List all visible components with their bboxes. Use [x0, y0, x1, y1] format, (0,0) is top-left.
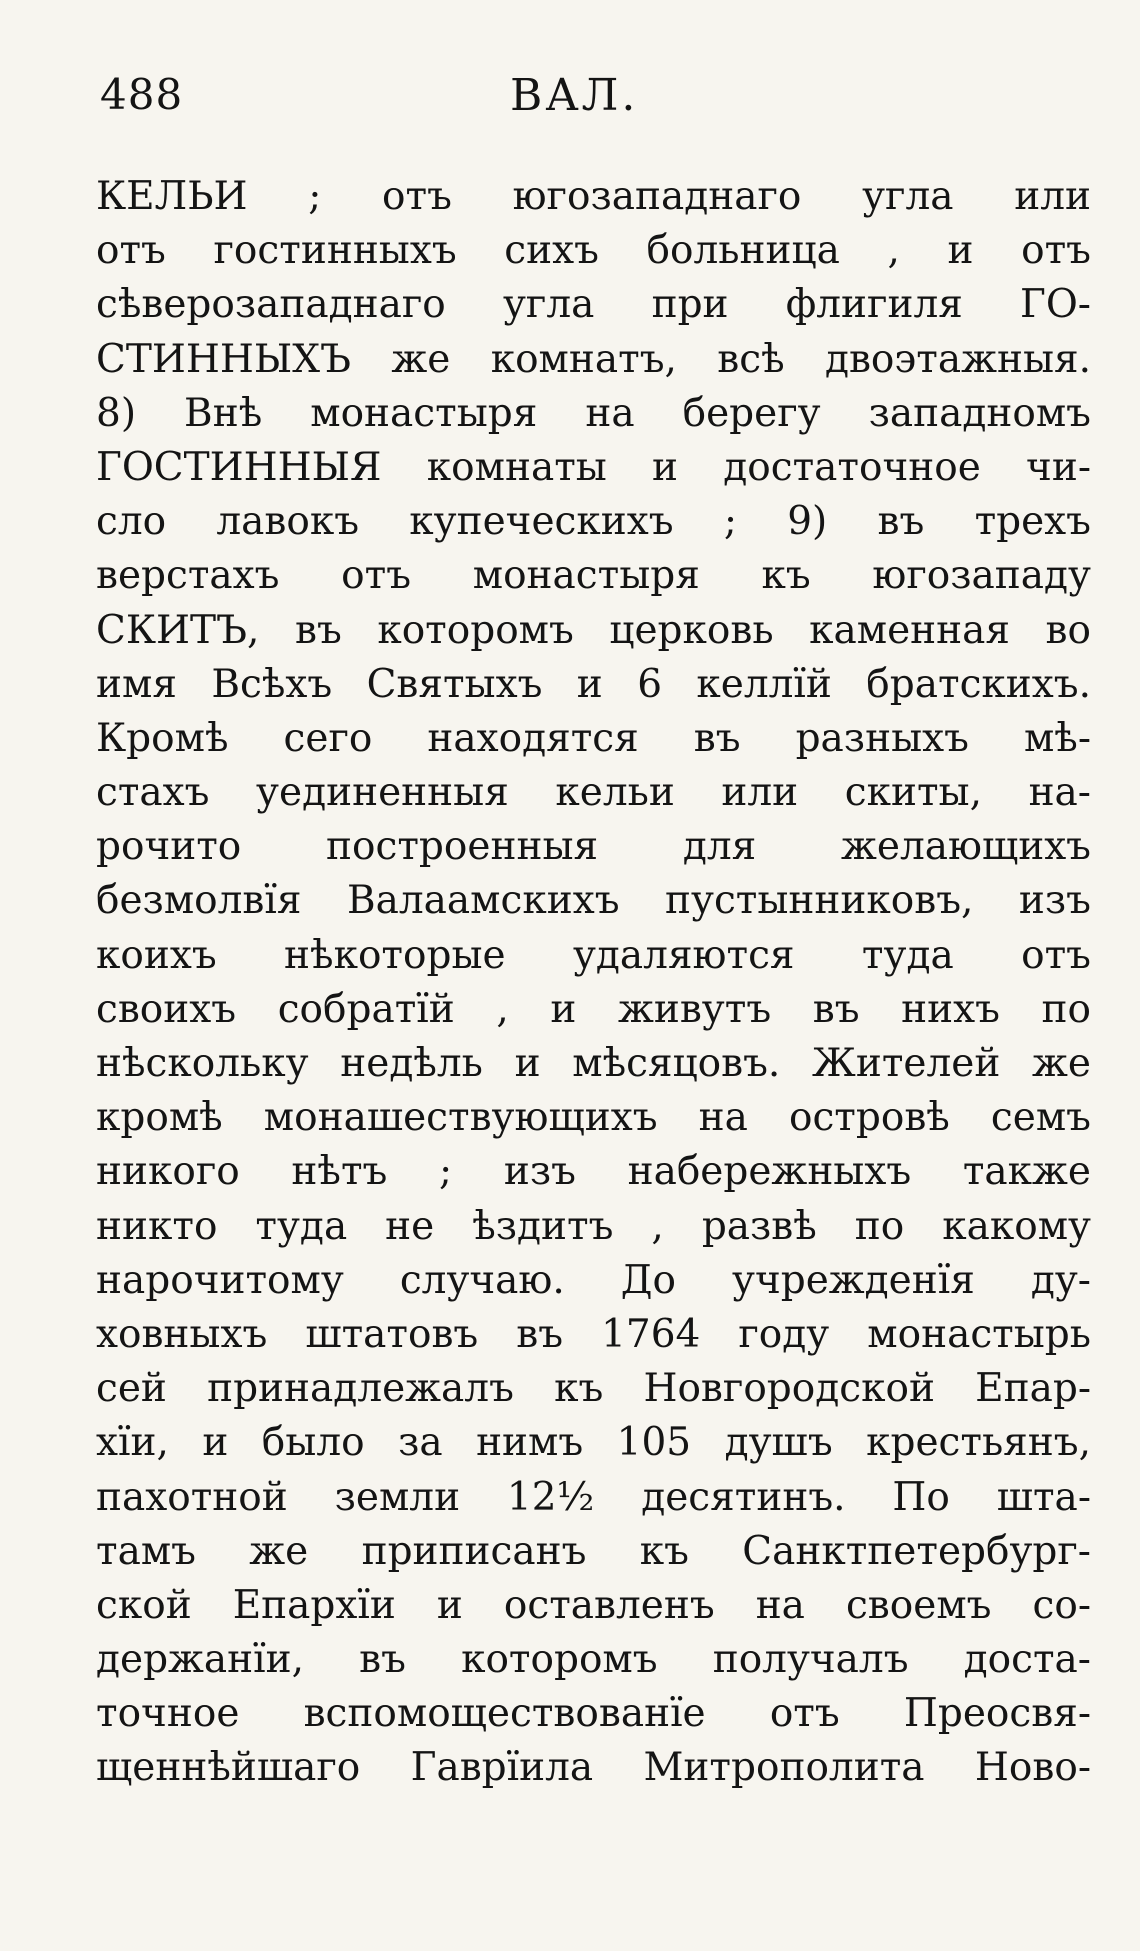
- text-line: сѣверозападнаго угла при флигиля ГО-: [96, 282, 1091, 328]
- text-line: сло лавокъ купеческихъ ; 9) въ трехъ: [96, 499, 1091, 545]
- text-line: ховныхъ штатовъ въ 1764 году монастырь: [96, 1311, 1091, 1357]
- text-line: КЕЛЬИ ; отъ югозападнаго угла или: [96, 174, 1091, 219]
- text-line: отъ гостинныхъ сихъ больница , и отъ: [96, 228, 1091, 274]
- text-line: СКИТЪ, въ которомъ церковь каменная во: [96, 607, 1091, 653]
- text-line: имя Всѣхъ Святыхъ и 6 келлїй братскихъ.: [96, 661, 1091, 707]
- text-line: безмолвїя Валаамскихъ пустынниковъ, изъ: [96, 878, 1091, 924]
- text-line: Кромѣ сего находятся въ разныхъ мѣ-: [96, 715, 1091, 761]
- text-line: никого нѣтъ ; изъ набережныхъ также: [96, 1149, 1091, 1195]
- text-line: щеннѣйшаго Гаврїила Митрополита Ново-: [96, 1745, 1091, 1791]
- text-line: хїи, и было за нимъ 105 душъ крестьянъ,: [96, 1420, 1091, 1466]
- text-line: точное вспомоществованїе отъ Преосвя-: [96, 1691, 1091, 1737]
- text-line: коихъ нѣкоторые удаляются туда отъ: [96, 932, 1091, 978]
- text-line: держанїи, въ которомъ получалъ доста-: [96, 1637, 1091, 1683]
- text-line: стахъ уединенныя кельи или скиты, на-: [96, 770, 1091, 816]
- text-line: нѣскольку недѣль и мѣсяцовъ. Жителей же: [96, 1041, 1091, 1086]
- running-head: ВАЛ.: [510, 70, 639, 121]
- text-line: СТИННЫХЪ же комнатъ, всѣ двоэтажныя.: [96, 336, 1091, 382]
- text-line: кромѣ монашествующихъ на островѣ семъ: [96, 1095, 1091, 1141]
- text-line: никто туда не ѣздитъ , развѣ по какому: [96, 1203, 1091, 1249]
- text-line: ской Епархїи и оставленъ на своемъ со-: [96, 1582, 1091, 1628]
- text-line: своихъ собратїй , и живутъ въ нихъ по: [96, 986, 1091, 1032]
- text-line: пахотной земли 12½ десятинъ. По шта-: [96, 1474, 1091, 1520]
- page-number: 488: [100, 70, 184, 119]
- text-line: 8) Внѣ монастыря на берегу западномъ: [96, 390, 1091, 436]
- body-text: [96, 170, 1091, 1796]
- text-line: ГОСТИННЫЯ комнаты и достаточное чи-: [96, 444, 1091, 490]
- text-line: нарочитому случаю. До учрежденїя ду-: [96, 1257, 1091, 1303]
- text-line: тамъ же приписанъ къ Санктпетербург-: [96, 1528, 1091, 1574]
- text-line: верстахъ отъ монастыря къ югозападу: [96, 553, 1091, 599]
- text-line: сей принадлежалъ къ Новгородской Епар-: [96, 1366, 1091, 1412]
- text-line: рочито построенныя для желающихъ: [96, 824, 1091, 870]
